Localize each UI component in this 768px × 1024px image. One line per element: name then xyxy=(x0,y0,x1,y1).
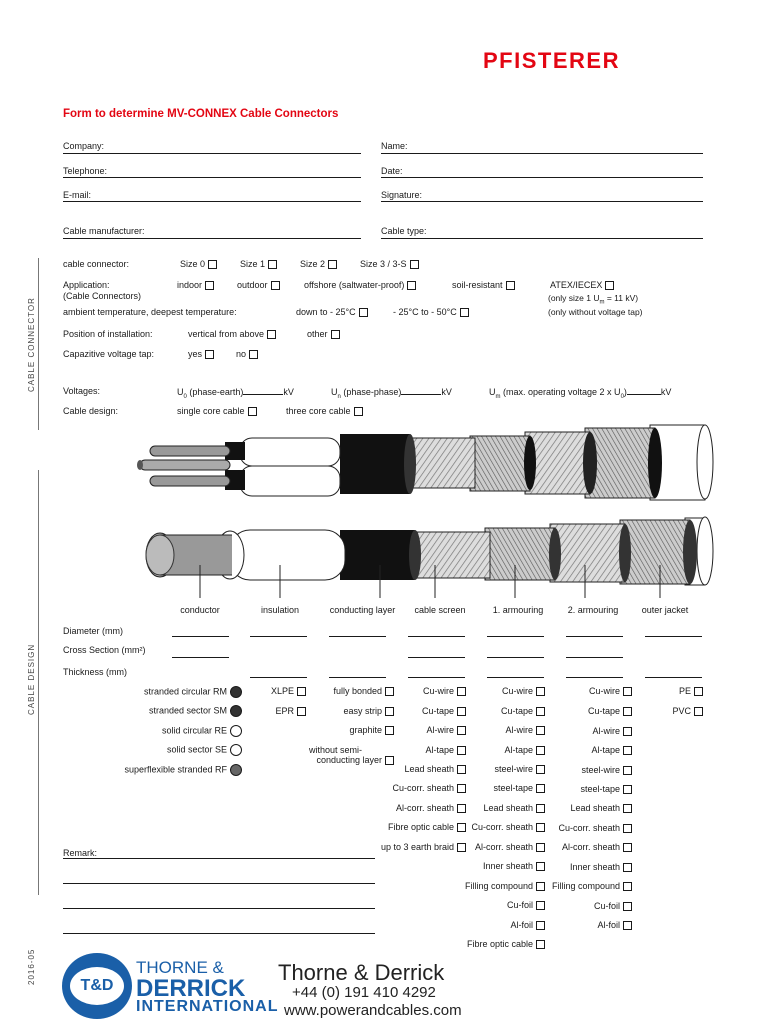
conductor-se-option[interactable]: solid sector SE xyxy=(60,744,242,756)
thickness-arm2-field[interactable] xyxy=(566,677,623,678)
cross-section-arm2-field[interactable] xyxy=(566,657,623,658)
application-sub-label: (Cable Connectors) xyxy=(63,291,142,301)
pfisterer-logo: PFISTERER xyxy=(483,48,620,73)
arm1-12[interactable]: Al-foil xyxy=(440,920,545,930)
thickness-jacket-field[interactable] xyxy=(645,677,702,678)
tap-yes-checkbox[interactable] xyxy=(205,350,214,359)
soil-resistant-option[interactable]: soil-resistant xyxy=(452,280,515,290)
cable-connector-side-label: CABLE CONNECTOR xyxy=(27,297,36,392)
indoor-checkbox[interactable] xyxy=(205,281,214,290)
company-label: Company: xyxy=(63,141,105,151)
other-checkbox[interactable] xyxy=(331,330,340,339)
arm2-12[interactable]: Al-foil xyxy=(530,920,632,930)
thickness-layer-field[interactable] xyxy=(329,677,386,678)
arm2-12-checkbox[interactable] xyxy=(623,921,632,930)
single-core-checkbox[interactable] xyxy=(248,407,257,416)
arm1-2[interactable]: Al-wire xyxy=(440,725,545,735)
company-name: Thorne & Derrick xyxy=(278,960,445,985)
arm2-7[interactable]: Cu-corr. sheath xyxy=(530,823,632,833)
single-core-option[interactable]: single core cable xyxy=(177,406,257,416)
diameter-jacket-field[interactable] xyxy=(645,636,702,637)
arm2-2[interactable]: Al-wire xyxy=(530,726,632,736)
arm2-10[interactable]: Filling compound xyxy=(530,881,632,891)
size-3-checkbox[interactable] xyxy=(410,260,419,269)
arm2-5-checkbox[interactable] xyxy=(623,785,632,794)
diameter-screen-field[interactable] xyxy=(408,636,465,637)
cable-type-field[interactable] xyxy=(381,238,703,239)
arm1-9[interactable]: Inner sheath xyxy=(440,861,545,871)
cross-section-field[interactable] xyxy=(172,657,229,658)
thickness-screen-field[interactable] xyxy=(408,677,465,678)
arm2-3-checkbox[interactable] xyxy=(623,746,632,755)
arm2-3[interactable]: Al-tape xyxy=(530,745,632,755)
size-0-option[interactable]: Size 0 xyxy=(180,259,217,269)
screen-al-corr[interactable]: Al-corr. sheath xyxy=(370,803,466,813)
diameter-label: Diameter (mm) xyxy=(63,626,123,636)
arm2-8-checkbox[interactable] xyxy=(623,843,632,852)
col-conducting-layer: conducting layer xyxy=(329,605,396,615)
td-logo-line1: THORNE & xyxy=(136,958,224,977)
jacket-pvc[interactable]: PVC xyxy=(640,706,703,716)
vertical-checkbox[interactable] xyxy=(267,330,276,339)
ambient-50-option[interactable]: - 25°C to - 50°C xyxy=(393,307,469,317)
thickness-arm1-field[interactable] xyxy=(487,677,544,678)
atex-option[interactable]: ATEX/IECEX xyxy=(550,280,614,290)
no-conducting-layer-option[interactable]: conducting layer xyxy=(300,755,394,765)
name-field[interactable] xyxy=(381,153,703,154)
screen-lead-sheath[interactable]: Lead sheath xyxy=(370,764,466,774)
arm1-10[interactable]: Filling compound xyxy=(440,881,545,891)
arm2-4[interactable]: steel-wire xyxy=(530,765,632,775)
conductor-re-option[interactable]: solid circular RE xyxy=(60,725,242,737)
email-label: E-mail: xyxy=(63,190,92,200)
arm1-4[interactable]: steel-wire xyxy=(440,764,545,774)
name-label: Name: xyxy=(381,141,408,151)
arm1-3[interactable]: Al-tape xyxy=(440,745,545,755)
design-section-bar xyxy=(38,470,39,895)
screen-earth-braid[interactable]: up to 3 earth braid xyxy=(370,842,466,852)
size-2-checkbox[interactable] xyxy=(328,260,337,269)
screen-al-tape[interactable]: Al-tape xyxy=(370,745,466,755)
tap-label: Capazitive voltage tap: xyxy=(63,349,155,359)
graphite-option[interactable]: graphite xyxy=(300,725,394,735)
date-field[interactable] xyxy=(381,177,703,178)
conductor-rm-option[interactable]: stranded circular RM xyxy=(60,686,242,698)
un-field[interactable]: $U_n$ (phase-phase) kV xyxy=(331,387,452,400)
offshore-checkbox[interactable] xyxy=(407,281,416,290)
voltages-label: Voltages: xyxy=(63,386,101,396)
col-armouring-1: 1. armouring xyxy=(492,605,544,615)
arm1-5[interactable]: steel-tape xyxy=(440,783,545,793)
arm2-11[interactable]: Cu-foil xyxy=(530,901,632,911)
website-link[interactable]: www.powerandcables.com xyxy=(284,1002,462,1019)
arm1-11[interactable]: Cu-foil xyxy=(440,900,545,910)
jacket-pe-checkbox[interactable] xyxy=(694,687,703,696)
xlpe-option[interactable]: XLPE xyxy=(250,686,306,696)
three-core-checkbox[interactable] xyxy=(354,407,363,416)
conductor-sm-option[interactable]: stranded sector SM xyxy=(60,705,242,717)
jacket-pe[interactable]: PE xyxy=(640,686,703,696)
signature-field[interactable] xyxy=(381,201,703,202)
jacket-pvc-checkbox[interactable] xyxy=(694,707,703,716)
company-field[interactable] xyxy=(63,153,361,154)
offshore-option[interactable]: offshore (saltwater-proof) xyxy=(304,280,416,290)
screen-fibre-optic[interactable]: Fibre optic cable xyxy=(370,822,466,832)
telephone-field[interactable] xyxy=(63,177,361,178)
connector-section-bar xyxy=(38,258,39,430)
without-semi-label: without semi- xyxy=(309,745,363,755)
ambient-50-checkbox[interactable] xyxy=(460,308,469,317)
arm2-9[interactable]: Inner sheath xyxy=(530,862,632,872)
ambient-25-checkbox[interactable] xyxy=(359,308,368,317)
solid-circular-icon xyxy=(230,725,242,737)
col-outer-jacket: outer jacket xyxy=(641,605,689,615)
col-conductor: conductor xyxy=(180,605,220,615)
size-1-option[interactable]: Size 1 xyxy=(240,259,277,269)
tap-no-option[interactable]: no xyxy=(236,349,258,359)
three-core-cable-drawing xyxy=(137,425,713,500)
screen-cu-corr[interactable]: Cu-corr. sheath xyxy=(370,783,466,793)
application-label: Application: xyxy=(63,280,110,290)
arm1-7[interactable]: Cu-corr. sheath xyxy=(440,822,545,832)
size-2-option[interactable]: Size 2 xyxy=(300,259,337,269)
tap-no-checkbox[interactable] xyxy=(249,350,258,359)
tap-yes-option[interactable]: yes xyxy=(188,349,214,359)
easy-strip-option[interactable]: easy strip xyxy=(300,706,394,716)
date-label: Date: xyxy=(381,166,403,176)
conductor-rf-option[interactable]: superflexible stranded RF xyxy=(60,764,242,776)
arm2-0[interactable]: Cu-wire xyxy=(530,686,632,696)
arm2-6-checkbox[interactable] xyxy=(623,804,632,813)
td-logo-line3: INTERNATIONAL xyxy=(136,998,279,1015)
screen-al-wire[interactable]: Al-wire xyxy=(370,725,466,735)
phone-number[interactable]: +44 (0) 191 410 4292 xyxy=(292,984,436,1001)
arm2-9-checkbox[interactable] xyxy=(623,863,632,872)
cable-illustration xyxy=(130,420,715,600)
col-insulation: insulation xyxy=(260,605,300,615)
col-cable-screen: cable screen xyxy=(414,605,466,615)
atex-note-2: (only without voltage tap) xyxy=(548,307,643,317)
diameter-arm2-field[interactable] xyxy=(566,636,623,637)
single-core-cable-drawing xyxy=(146,517,713,585)
arm1-1[interactable]: Cu-tape xyxy=(440,706,545,716)
diameter-arm1-field[interactable] xyxy=(487,636,544,637)
cross-section-label: Cross Section (mm²) xyxy=(63,645,146,655)
arm2-8[interactable]: Al-corr. sheath xyxy=(530,842,632,852)
screen-cu-tape[interactable]: Cu-tape xyxy=(370,706,466,716)
cable-design-label: Cable design: xyxy=(63,406,119,416)
epr-option[interactable]: EPR xyxy=(250,706,306,716)
date-code: 2016-05 xyxy=(27,948,36,985)
size-3-option[interactable]: Size 3 / 3-S xyxy=(360,259,419,269)
remark-label: Remark: xyxy=(63,848,98,858)
arm2-0-checkbox[interactable] xyxy=(623,687,632,696)
arm2-10-checkbox[interactable] xyxy=(623,882,632,891)
fully-bonded-option[interactable]: fully bonded xyxy=(300,686,394,696)
um-field[interactable]: $U_m$ (max. operating voltage 2 x $U_0$) kV xyxy=(489,387,672,400)
page-title: Form to determine MV-CONNEX Cable Connectors xyxy=(63,108,339,120)
email-field[interactable] xyxy=(63,201,361,202)
td-badge-icon: T&D xyxy=(62,953,132,1019)
other-option[interactable]: other xyxy=(307,329,340,339)
thickness-label: Thickness (mm) xyxy=(63,667,128,677)
three-core-option[interactable]: three core cable xyxy=(286,406,363,416)
arm2-1-checkbox[interactable] xyxy=(623,707,632,716)
atex-note-1: (only size 1 $U_m = 11$ kV) xyxy=(548,293,639,306)
stranded-sector-icon xyxy=(230,705,242,717)
arm1-13-checkbox[interactable] xyxy=(536,940,545,949)
cable-connector-label: cable connector: xyxy=(63,259,130,269)
arm2-7-checkbox[interactable] xyxy=(623,824,632,833)
td-logo-line2: DERRICK xyxy=(136,975,246,1002)
position-label: Position of installation: xyxy=(63,329,153,339)
arm2-6[interactable]: Lead sheath xyxy=(530,803,632,813)
diameter-layer-field[interactable] xyxy=(329,636,386,637)
col-armouring-2: 2. armouring xyxy=(567,605,619,615)
remark-line-4[interactable] xyxy=(63,933,375,934)
size-0-checkbox[interactable] xyxy=(208,260,217,269)
solid-sector-icon xyxy=(230,744,242,756)
size-1-checkbox[interactable] xyxy=(268,260,277,269)
cable-manufacturer-label: Cable manufacturer: xyxy=(63,226,145,236)
cross-section-arm1-field[interactable] xyxy=(487,657,544,658)
stranded-circular-icon xyxy=(230,686,242,698)
vertical-option[interactable]: vertical from above xyxy=(188,329,276,339)
signature-label: Signature: xyxy=(381,190,423,200)
remark-line-3[interactable] xyxy=(63,908,375,909)
arm2-11-checkbox[interactable] xyxy=(623,902,632,911)
indoor-option[interactable]: indoor xyxy=(177,280,214,290)
u0-field[interactable]: $U_0$ (phase-earth) kV xyxy=(177,387,294,400)
arm1-8[interactable]: Al-corr. sheath xyxy=(440,842,545,852)
thickness-insulation-field[interactable] xyxy=(250,677,307,678)
ambient-25-option[interactable]: down to - 25°C xyxy=(296,307,368,317)
outdoor-checkbox[interactable] xyxy=(271,281,280,290)
atex-checkbox[interactable] xyxy=(605,281,614,290)
ambient-label: ambient temperature, deepest temperature: xyxy=(63,307,237,317)
arm2-4-checkbox[interactable] xyxy=(623,766,632,775)
arm2-2-checkbox[interactable] xyxy=(623,727,632,736)
cross-section-screen-field[interactable] xyxy=(408,657,465,658)
arm2-1[interactable]: Cu-tape xyxy=(530,706,632,716)
telephone-label: Telephone: xyxy=(63,166,108,176)
diameter-insulation-field[interactable] xyxy=(250,636,307,637)
screen-cu-wire[interactable]: Cu-wire xyxy=(370,686,466,696)
diameter-conductor-field[interactable] xyxy=(172,636,229,637)
superflexible-icon xyxy=(230,764,242,776)
soil-resistant-checkbox[interactable] xyxy=(506,281,515,290)
remark-line-1[interactable] xyxy=(63,858,375,859)
cable-design-side-label: CABLE DESIGN xyxy=(27,643,36,715)
arm2-5[interactable]: steel-tape xyxy=(530,784,632,794)
cable-manufacturer-field[interactable] xyxy=(63,238,361,239)
arm1-6[interactable]: Lead sheath xyxy=(440,803,545,813)
outdoor-option[interactable]: outdoor xyxy=(237,280,280,290)
remark-line-2[interactable] xyxy=(63,883,375,884)
cable-type-label: Cable type: xyxy=(381,226,427,236)
arm1-0[interactable]: Cu-wire xyxy=(440,686,545,696)
arm1-13[interactable]: Fibre optic cable xyxy=(440,939,545,949)
